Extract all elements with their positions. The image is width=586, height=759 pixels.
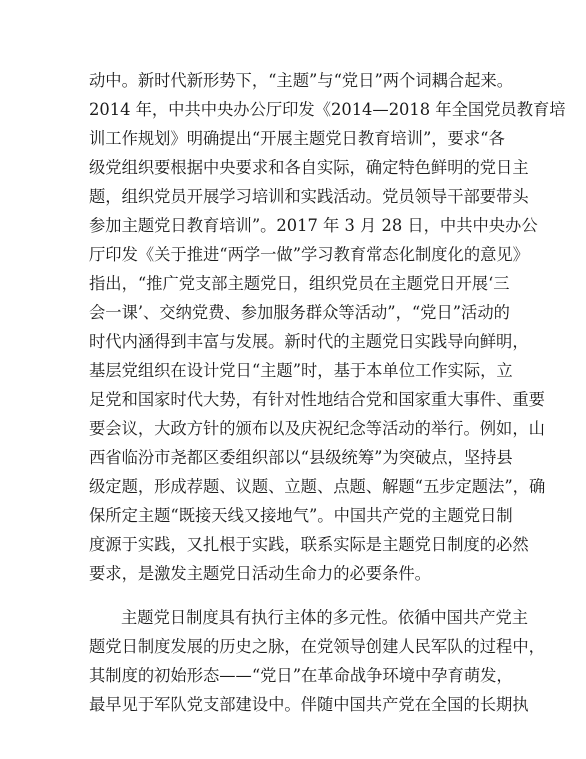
text-line: 主题党日制度具有执行主体的多元性。依循中国共产党主 [121,608,529,627]
text-line: 其制度的初始形态——“党日”在革命战争环境中孕育萌发， [89,666,513,685]
text-line: 题，组织党员开展学习培训和实践活动。党员领导干部要带头 [89,187,529,206]
text-line: 训工作规划》明确提出“开展主题党日教育培训”，要求“各 [89,129,505,148]
text-line: 西省临汾市尧都区委组织部以“县级统筹”为突破点，坚持县 [89,448,513,467]
text-line: 题党日制度发展的历史之脉，在党领导创建人民军队的过程中， [89,637,545,656]
text-line: 要求，是激发主题党日活动生命力的必要条件。 [89,564,431,583]
text-line: 指出，“推广党支部主题党日，组织党员在主题党日开展‘三 [89,274,510,293]
text-line: 参加主题党日教育培训”。2017 年 3 月 28 日，中共中央办公 [89,216,538,235]
text-line: 厅印发《关于推进“两学一做”学习教育常态化制度化的意见》 [89,245,529,264]
text-line: 2014 年，中共中央办公厅印发《2014—2018 年全国党员教育培 [89,100,566,119]
text-line: 会一课’、交纳党费、参加服务群众等活动”，“党日”活动的 [89,303,510,322]
text-line: 保所定主题“既接天线又接地气”。中国共产党的主题党日制 [89,506,513,525]
text-line: 要会议，大政方针的颁布以及庆祝纪念等活动的举行。例如，山 [89,419,545,438]
text-line: 最早见于军队党支部建设中。伴随中国共产党在全国的长期执 [89,695,529,714]
text-line: 足党和国家时代大势，有针对性地结合党和国家重大事件、重要 [89,390,545,409]
text-line: 级党组织要根据中央要求和各自实际，确定特色鲜明的党日主 [89,158,529,177]
text-line: 基层党组织在设计党日“主题”时，基于本单位工作实际，立 [89,361,513,380]
text-line: 度源于实践，又扎根于实践，联系实际是主题党日制度的必然 [89,535,529,554]
text-line: 动中。新时代新形势下，“主题”与“党日”两个词耦合起来。 [89,71,514,90]
text-line: 时代内涵得到丰富与发展。新时代的主题党日实践导向鲜明， [89,332,529,351]
text-line: 级定题，形成荐题、议题、立题、点题、解题“五步定题法”，确 [89,477,546,496]
